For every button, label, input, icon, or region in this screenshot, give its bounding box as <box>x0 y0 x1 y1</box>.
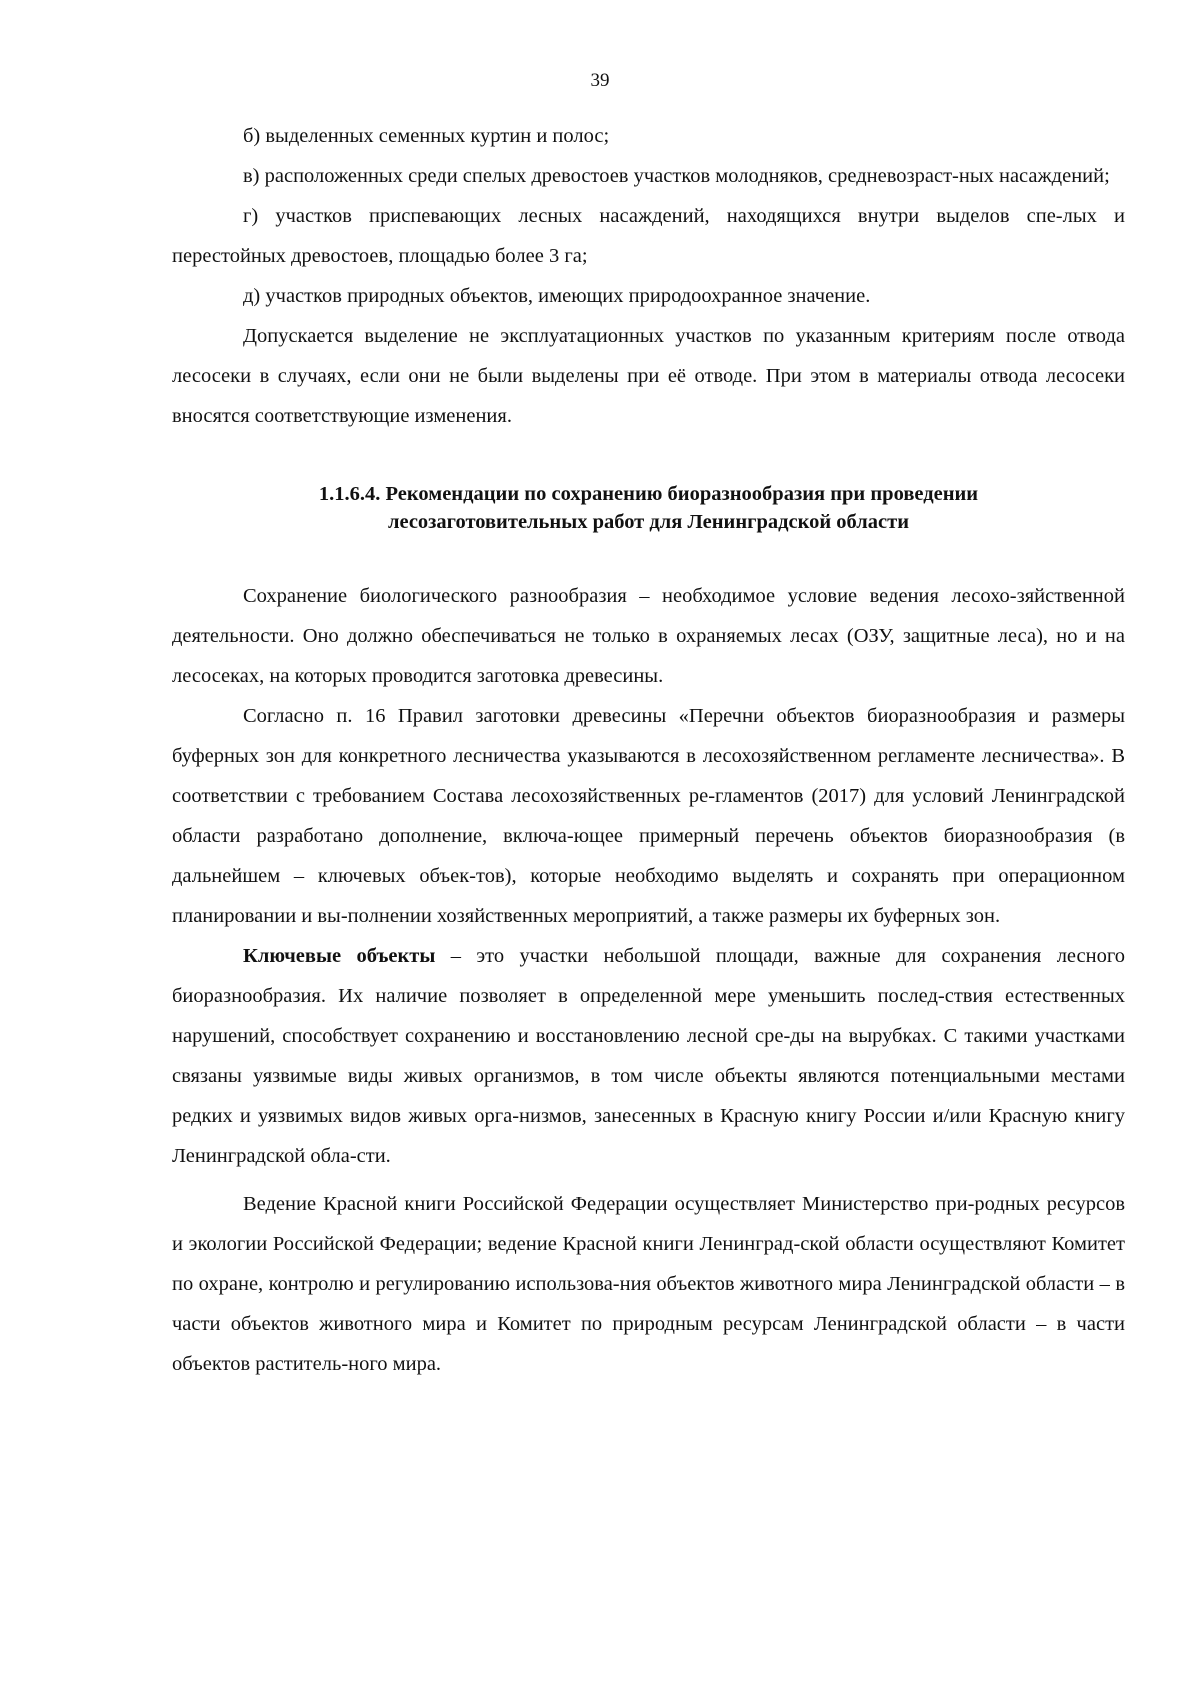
key-objects-definition: – это участки небольшой площади, важные для сохранения лесного биоразнообразия. Их наличие позволяет в определенной мере уменьшить послед-ствия естественных нарушений, способствует сохранению и восстановлению лесной сре-ды на вырубках. С такими участками связаны уязвимые виды живых организмов, в том числе объекты являются потенциальными местами редких и уязвимых видов живых орга-низмов, занесенных в Красную книгу России и/или Красную книгу Ленинградской обла-сти. <box>172 945 1126 1167</box>
paragraph-red-book: Ведение Красной книги Российской Федерации осуществляет Министерство при-родных ресурсов и экологии Российской Федерации; ведение Красной книги Ленинград-ской области осуществляют Комитет по охране, контролю и регулированию использова-ния объектов животного мира Ленинградской области – в части объектов животного мира и Комитет по природным ресурсам Ленинградской области – в части объектов раститель-ного мира. <box>172 1193 1125 1375</box>
paragraph-rules: Согласно п. 16 Правил заготовки древесины «Перечни объектов биоразнообразия и размеры буферных зон для конкретного лесничества указываются в лесохозяйственном регламенте лесничества». В соответствии с требованием Состава лесохозяйственных ре-гламентов (2017) для условий Ленинградской области разработано дополнение, включа-ющее примерный перечень объектов биоразнообразия (в дальнейшем – ключевых объек-тов), которые необходимо выделять и сохранять при операционном планировании и вы-полнении хозяйственных мероприятий, а также размеры их буферных зон. <box>172 705 1125 927</box>
section-heading-line-1: 1.1.6.4. Рекомендации по сохранению биоразнообразия при проведении <box>318 483 979 505</box>
list-item-g: г) участков приспевающих лесных насаждений, находящихся внутри выделов спе-лых и перестойных древостоев, площадью более 3 га; <box>172 205 1125 267</box>
list-item-v: в) расположенных среди спелых древостоев участков молодняков, средневозраст-ных насаждений; <box>243 165 1110 187</box>
section-heading-line-2: лесозаготовительных работ для Ленинградской области <box>387 511 910 533</box>
paragraph-key-objects <box>172 936 1125 1176</box>
key-objects-term: Ключевые объекты <box>243 945 436 967</box>
list-item-d: д) участков природных объектов, имеющих природоохранное значение. <box>243 285 871 307</box>
paragraph-biodiversity: Сохранение биологического разнообразия – необходимое условие ведения лесохо-зяйственной деятельности. Оно должно обеспечиваться не только в охраняемых лесах (ОЗУ, защитные леса), но и на лесосеках, на которых проводится заготовка древесины. <box>172 585 1125 687</box>
section-heading <box>172 480 1125 536</box>
page-body <box>172 116 1125 1384</box>
list-item-b: б) выделенных семенных куртин и полос; <box>243 125 610 147</box>
page-number: 39 <box>590 70 610 91</box>
paragraph-allowed: Допускается выделение не эксплуатационных участков по указанным критериям после отвода лесосеки в случаях, если они не были выделены при её отводе. При этом в материалы отвода лесосеки вносятся соответствующие изменения. <box>172 325 1125 427</box>
